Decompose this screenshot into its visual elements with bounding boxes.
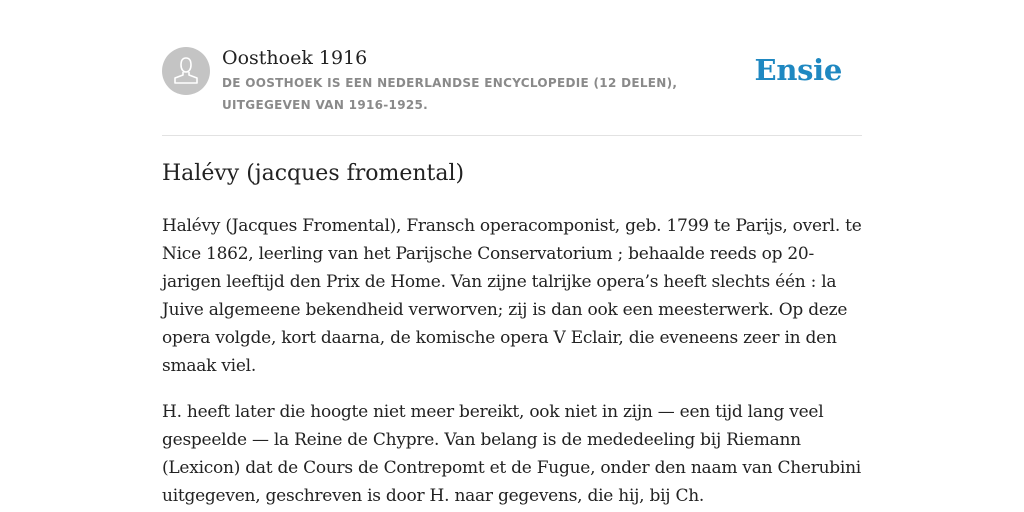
- header-divider: [162, 135, 862, 136]
- source-description: DE OOSTHOEK IS EEN NEDERLANDSE ENCYCLOPEDIE (12 DELEN), UITGEGEVEN VAN 1916-1925.: [222, 76, 678, 112]
- user-silhouette-icon[interactable]: [162, 47, 210, 95]
- article-title: Halévy (jacques fromental): [162, 161, 465, 186]
- source-name[interactable]: Oosthoek 1916: [222, 47, 368, 69]
- ensie-logo[interactable]: Ensie: [754, 53, 842, 87]
- source-header: [162, 46, 862, 136]
- article-body: [162, 212, 862, 512]
- article-paragraph: H. heeft later die hoogte niet meer bereikt, ook niet in zijn — een tijd lang veel gespeelde — la Reine de Chypre. Van belang is de mededeeling bij Riemann (Lexicon) dat de Cours de Contrepomt et de Fugue, onder den naam van Cherubini uitgegeven, geschreven is door H. naar gegevens, die hij, bij Ch.: [162, 402, 861, 506]
- article-paragraph: Halévy (Jacques Fromental), Fransch operacomponist, geb. 1799 te Parijs, overl. te Nice 1862, leerling van het Parijsche Conservatorium ; behaalde reeds op 20-jarigen leeftijd den Prix de Home. Van zijne talrijke opera’s heeft slechts één : la Juive algemeene bekendheid verworven; zij is dan ook een meesterwerk. Op deze opera volgde, kort daarna, de komische opera V Eclair, die eveneens zeer in den smaak viel.: [162, 216, 862, 376]
